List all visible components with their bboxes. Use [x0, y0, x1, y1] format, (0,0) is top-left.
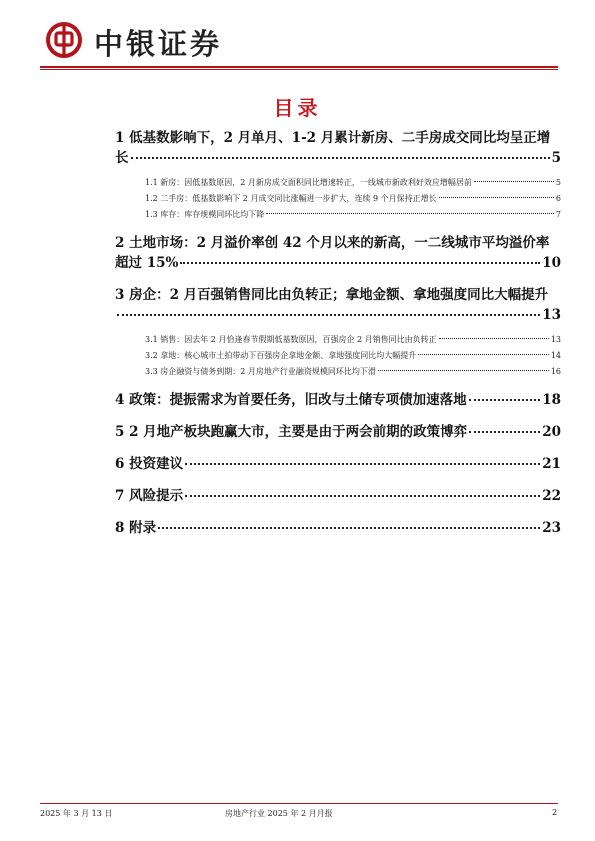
toc-page-number: 5 [551, 150, 561, 166]
toc-page-number: 5 [555, 178, 561, 187]
toc-leader-dots [185, 463, 540, 465]
toc-title: 目录 [273, 96, 322, 120]
toc-leader-dots [158, 527, 540, 529]
toc-page-number: 23 [542, 520, 561, 536]
toc-entry-text: 超过 15% [115, 255, 179, 271]
toc-leader-dots [469, 431, 540, 433]
brand-name: 中银证券 [94, 27, 223, 61]
page-header [40, 20, 560, 68]
toc-entry-text: 5 2 月地产板块跑赢大市，主要是由于两会前期的政策博弈 [115, 424, 468, 440]
header-rule-thin [40, 69, 558, 70]
toc-entry-chapter[interactable] [115, 128, 561, 168]
toc-leader-dots [185, 495, 540, 497]
toc-page-number: 13 [550, 335, 561, 344]
toc-entry-chapter[interactable] [115, 422, 561, 442]
toc-entry-section[interactable] [115, 176, 561, 189]
toc-entry-text: 7 风险提示 [115, 488, 184, 504]
toc-leader-dots [474, 181, 554, 182]
toc-entry-chapter[interactable] [115, 390, 561, 410]
toc-page-number: 22 [542, 488, 561, 504]
toc-page-number: 16 [550, 367, 561, 376]
toc-leader-dots [469, 399, 541, 401]
toc-entry-text: 3.2 拿地：核心城市土拍带动下百强房企拿地金额、拿地强度同比均大幅提升 [145, 351, 417, 360]
toc-entry-text: 8 附录 [115, 520, 157, 536]
toc-entry-text: 3.3 房企融资与债务到期：2 月房地产行业融资规模同环比均下滑 [145, 367, 376, 376]
table-of-contents [115, 128, 561, 538]
toc-entry-text: 长 [115, 150, 129, 166]
toc-page-number: 13 [542, 307, 561, 323]
toc-entry-text: 2 土地市场：2 月溢价率创 42 个月以来的新高，一二线城市平均溢价率 [115, 235, 550, 251]
toc-page-number: 14 [550, 351, 561, 360]
toc-entry-text: 1.1 新房：因低基数原因，2 月新房成交面积同比增速转正，一线城市新政利好效应增幅居前 [145, 178, 472, 187]
toc-leader-dots [439, 197, 554, 198]
toc-leader-dots [418, 354, 549, 355]
toc-entry-chapter[interactable] [115, 486, 561, 506]
toc-entry-chapter[interactable] [115, 233, 561, 273]
toc-entry-text: 1 低基数影响下，2 月单月、1-2 月累计新房、二手房成交同比均呈正增 [115, 130, 551, 146]
toc-leader-dots [378, 370, 549, 371]
toc-page-number: 18 [542, 392, 561, 408]
toc-entry-section[interactable] [115, 349, 561, 362]
toc-leader-dots [117, 314, 540, 316]
toc-entry-text: 1.2 二手房：低基数影响下 2 月成交同比涨幅进一步扩大，连续 9 个月保持正增长 [145, 194, 437, 203]
toc-entry-section[interactable] [115, 333, 561, 346]
toc-page-number: 10 [542, 255, 561, 271]
footer-document-title: 房地产行业 2025 年 2 月月报 [225, 809, 333, 818]
toc-entry-text: 1.3 库存：库存规模同环比均下降 [145, 210, 265, 219]
toc-leader-dots [180, 262, 540, 264]
toc-leader-dots [131, 157, 550, 159]
toc-entry-section[interactable] [115, 365, 561, 378]
toc-entry-section[interactable] [115, 208, 561, 221]
toc-entry-chapter[interactable] [115, 285, 561, 325]
header-rule [40, 66, 558, 68]
toc-entry-chapter[interactable] [115, 454, 561, 474]
toc-entry-text: 3.1 销售：因去年 2 月恰逢春节假期低基数原因，百强房企 2 月销售同比由负转正 [145, 335, 437, 344]
footer-rule [40, 803, 558, 804]
toc-page-number: 20 [542, 424, 561, 440]
toc-entry-text: 6 投资建议 [115, 456, 184, 472]
toc-leader-dots [266, 213, 554, 214]
footer-date: 2025 年 3 月 13 日 [40, 809, 113, 818]
toc-page-number: 21 [542, 456, 561, 472]
toc-leader-dots [439, 338, 549, 339]
toc-page-number: 7 [555, 210, 561, 219]
toc-entry-section[interactable] [115, 192, 561, 205]
toc-entry-text: 3 房企：2 月百强销售同比由负转正；拿地金额、拿地强度同比大幅提升 [115, 287, 549, 303]
toc-entry-chapter[interactable] [115, 518, 561, 538]
toc-page-number: 6 [555, 194, 561, 203]
bank-of-china-logo-icon [46, 22, 82, 58]
footer-page-number: 2 [552, 808, 558, 817]
toc-entry-text: 4 政策：提振需求为首要任务，旧改与土储专项债加速落地 [115, 392, 467, 408]
